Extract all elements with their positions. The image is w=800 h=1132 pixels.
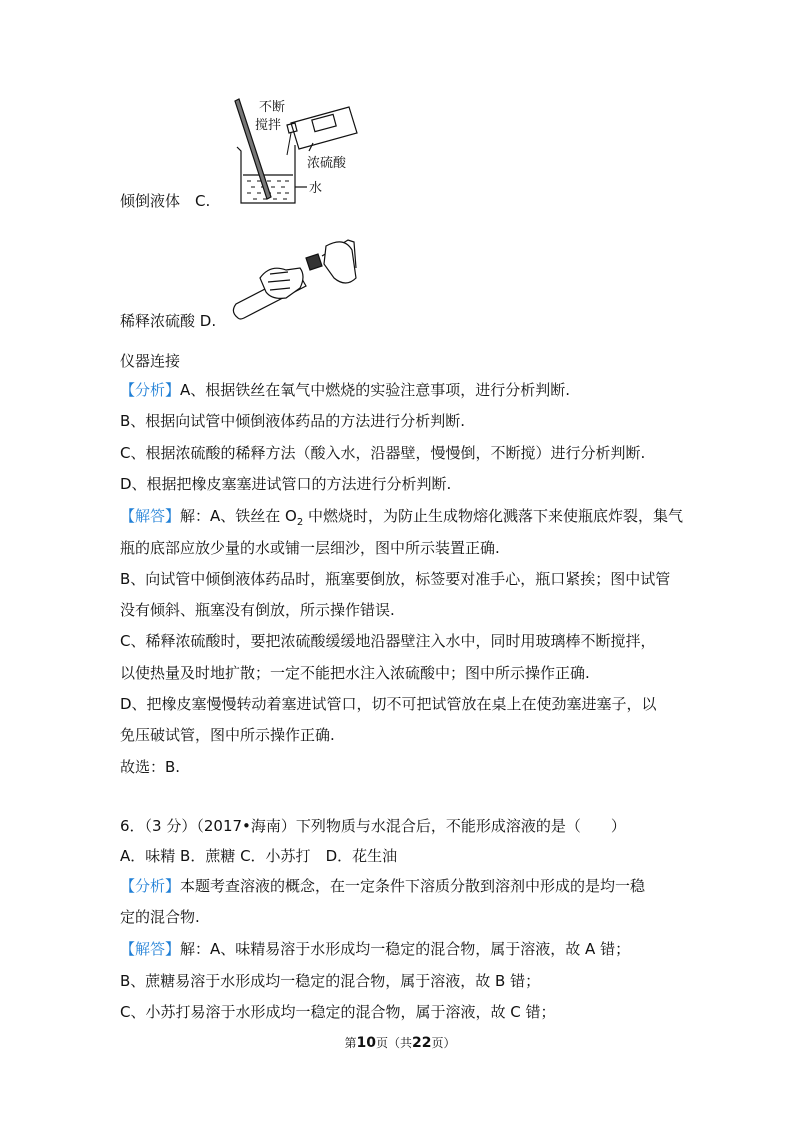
stopper	[306, 254, 322, 270]
q6-answer-tag: 【解答】	[120, 940, 181, 958]
oxygen-subscript: 2	[296, 517, 304, 528]
q6-stem: 6．（3 分）（2017•海南）下列物质与水混合后，不能形成溶液的是（ ）	[120, 817, 626, 835]
footer-pre: 第	[344, 1036, 357, 1050]
q5-answer-a-1	[120, 506, 683, 533]
water-label: 水	[309, 181, 323, 196]
dilute-acid-figure	[225, 95, 365, 210]
q6-answer-c: C、小苏打易溶于水形成均一稳定的混合物，属于溶液，故 C 错；	[120, 1003, 556, 1021]
answer-tag: 【解答】	[120, 507, 181, 525]
q6-answer-a	[120, 939, 630, 959]
q6-analysis-tag: 【分析】	[120, 877, 181, 895]
option-d-title: 仪器连接	[120, 352, 181, 370]
q5-answer-b-2: 没有倾斜、瓶塞没有倒放，所示操作错误.	[120, 601, 395, 619]
stopper-figure	[228, 228, 368, 328]
q5-analysis-a	[120, 380, 570, 400]
answer-text: 解：A、铁丝在 O	[180, 507, 297, 525]
q5-answer-b-1: B、向试管中倾倒液体药品时，瓶塞要倒放，标签要对准手心，瓶口紧挨；图中试管	[120, 570, 671, 588]
q5-answer-d-1: D、把橡皮塞慢慢转动着塞进试管口，切不可把试管放在桌上在使劲塞进塞子，以	[120, 695, 657, 713]
page-total: 22	[412, 1035, 432, 1051]
answer-text-cont: 中燃烧时，为防止生成物熔化溅落下来使瓶底炸裂，集气	[303, 507, 684, 525]
caption-d: 稀释浓硫酸 D.	[120, 312, 217, 330]
analysis-text: A、根据铁丝在氧气中燃烧的实验注意事项，进行分析判断.	[180, 381, 571, 399]
page-footer	[0, 1034, 800, 1051]
stir-label-1: 不断	[259, 100, 286, 115]
q5-answer-c-2: 以使热量及时地扩散；一定不能把水注入浓硫酸中；图中所示操作正确.	[120, 664, 590, 682]
page-number: 10	[356, 1035, 376, 1051]
q5-answer-c-1: C、稀释浓硫酸时，要把浓硫酸缓缓地沿器壁注入水中，同时用玻璃棒不断搅拌，	[120, 632, 656, 650]
analysis-tag: 【分析】	[120, 381, 181, 399]
q5-answer-d-2: 免压破试管，图中所示操作正确.	[120, 726, 335, 744]
q5-analysis-c: C、根据浓硫酸的稀释方法（酸入水，沿器壁，慢慢倒，不断搅）进行分析判断.	[120, 444, 646, 462]
q5-analysis-d: D、根据把橡皮塞塞进试管口的方法进行分析判断.	[120, 475, 452, 493]
hand-right	[324, 242, 356, 283]
q6-options: A．味精 B．蔗糖 C．小苏打 D．花生油	[120, 847, 398, 865]
q6-analysis-1	[120, 876, 645, 896]
acid-label: 浓硫酸	[307, 156, 347, 171]
q6-analysis-2: 定的混合物.	[120, 908, 200, 926]
q5-analysis-b: B、根据向试管中倾倒液体药品的方法进行分析判断.	[120, 412, 466, 430]
q6-answer-text: 解：A、味精易溶于水形成均一稳定的混合物，属于溶液，故 A 错；	[180, 940, 631, 958]
footer-mid: 页（共	[375, 1036, 412, 1050]
q6-answer-b: B、蔗糖易溶于水形成均一稳定的混合物，属于溶液，故 B 错；	[120, 972, 541, 990]
q5-answer-a-2: 瓶的底部应放少量的水或铺一层细沙，图中所示装置正确.	[120, 539, 500, 557]
footer-post: 页）	[431, 1036, 456, 1050]
caption-c: 倾倒液体 C.	[120, 192, 211, 210]
stir-label-2: 搅拌	[255, 118, 282, 133]
q5-choice: 故选：B.	[120, 758, 181, 776]
q6-analysis-text: 本题考查溶液的概念，在一定条件下溶质分散到溶剂中形成的是均一稳	[180, 877, 646, 895]
